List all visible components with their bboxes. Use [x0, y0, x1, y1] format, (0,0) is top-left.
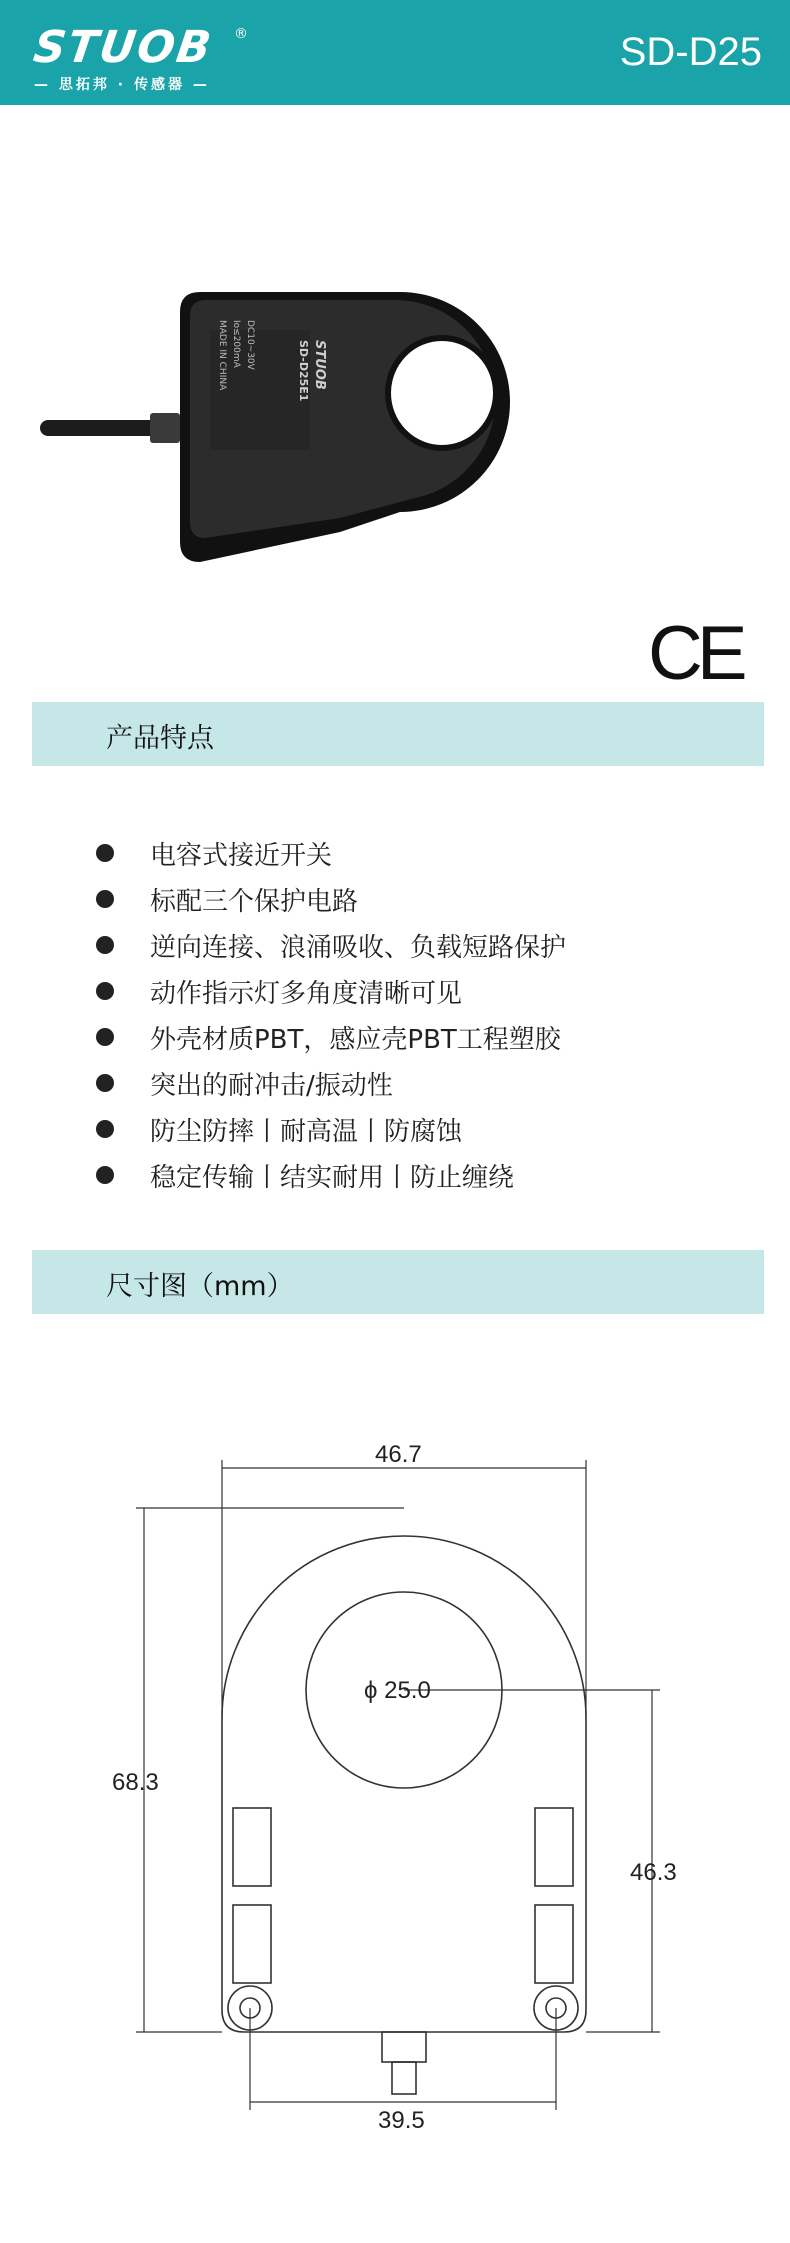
- product-label-line: DC10~30V: [245, 320, 255, 370]
- sensor-outline: [222, 1536, 586, 2032]
- window-right-bottom: [535, 1905, 573, 1983]
- ce-mark: CE: [648, 611, 742, 696]
- feature-text: 突出的耐冲击/振动性: [150, 1070, 393, 1101]
- dim-mount-spacing: 39.5: [378, 2107, 425, 2134]
- brand-subtitle: — 思拓邦 · 传感器 —: [34, 77, 210, 93]
- dim-hole-center: 46.3: [630, 1859, 677, 1886]
- list-item: [96, 1014, 566, 1060]
- product-label-line: MADE IN CHINA: [217, 320, 227, 391]
- feature-text: 稳定传输丨结实耐用丨防止缠绕: [150, 1162, 515, 1193]
- features-section-title: 产品特点: [106, 723, 214, 754]
- cable-stub: [392, 2062, 416, 2094]
- bullet-icon: [96, 844, 114, 862]
- product-label-brand: STUOB: [312, 340, 327, 390]
- cable-connector: [382, 2032, 426, 2062]
- list-item: [96, 1060, 566, 1106]
- list-item: [96, 830, 566, 876]
- bullet-icon: [96, 1074, 114, 1092]
- bullet-icon: [96, 982, 114, 1000]
- list-item: [96, 876, 566, 922]
- bullet-icon: [96, 1028, 114, 1046]
- feature-text: 逆向连接、浪涌吸收、负载短路保护: [150, 932, 567, 963]
- dim-hole-diameter: ϕ 25.0: [364, 1677, 431, 1704]
- brand-logo: STUOB: [30, 22, 216, 73]
- product-label: [40, 270, 600, 600]
- dim-height: 68.3: [112, 1769, 159, 1796]
- feature-text: 动作指示灯多角度清晰可见: [150, 978, 463, 1009]
- product-label-line: Io≤200mA: [231, 320, 241, 368]
- header-bar: [0, 0, 790, 105]
- bullet-icon: [96, 1120, 114, 1138]
- feature-text: 标配三个保护电路: [150, 886, 359, 917]
- list-item: [96, 1106, 566, 1152]
- list-item: [96, 922, 566, 968]
- product-label-model: SD-D25E1: [297, 340, 310, 402]
- bullet-icon: [96, 1166, 114, 1184]
- dimension-section-title: 尺寸图（mm）: [106, 1271, 294, 1302]
- list-item: [96, 968, 566, 1014]
- registered-mark: ®: [234, 26, 248, 42]
- feature-text: 防尘防摔丨耐高温丨防腐蚀: [150, 1116, 463, 1147]
- window-right-top: [535, 1808, 573, 1886]
- feature-text: 外壳材质PBT，感应壳PBT工程塑胶: [150, 1024, 561, 1055]
- window-left-top: [233, 1808, 271, 1886]
- dimension-drawing: [100, 1420, 720, 2134]
- list-item: [96, 1152, 566, 1198]
- dim-width: 46.7: [375, 1441, 422, 1468]
- window-left-bottom: [233, 1905, 271, 1983]
- model-number: SD-D25: [619, 30, 762, 74]
- bullet-icon: [96, 890, 114, 908]
- feature-text: 电容式接近开关: [150, 840, 333, 871]
- features-list: [96, 830, 566, 1198]
- bullet-icon: [96, 936, 114, 954]
